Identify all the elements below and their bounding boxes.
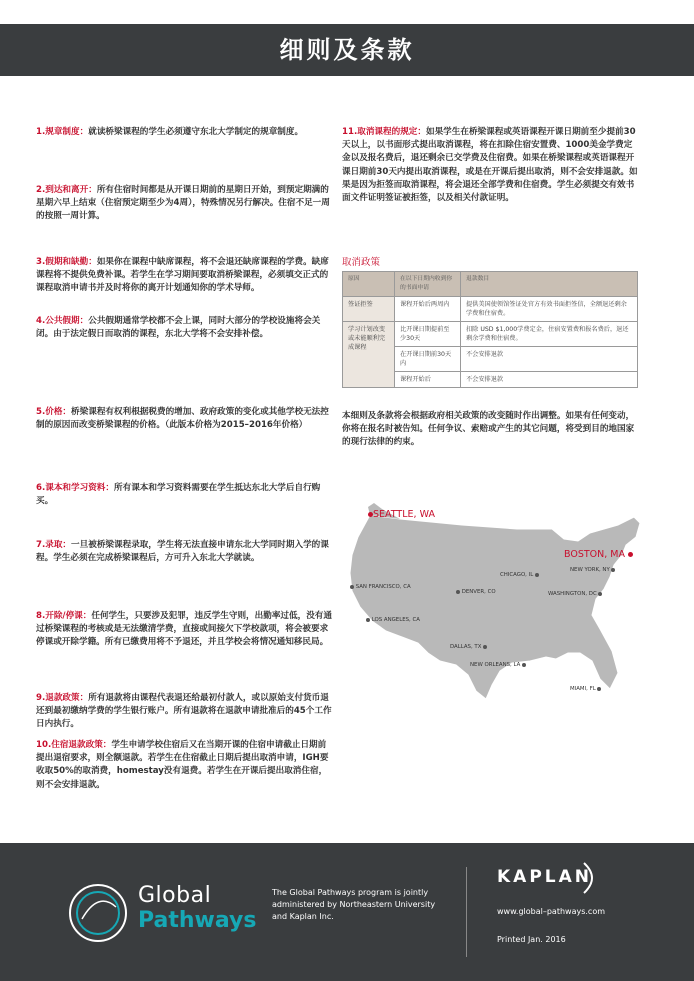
location-dot-icon: [611, 568, 615, 572]
terms-notice: 本细则及条款将会根据政府相关政策的改变随时作出调整。如果有任何变动，你将在报名时被告知。任何争议、索赔或产生的其它问题，将受到目的地国家的现行法律的约束。: [342, 411, 635, 448]
location-dot-icon: [483, 645, 487, 649]
footer-divider: [466, 867, 467, 957]
clause-heading: 9.退款政策：: [36, 693, 89, 703]
clause-heading: 8.开除/停课：: [36, 611, 92, 621]
city-label: NEW YORK, NY: [570, 567, 610, 573]
clause-text: 如果你在课程中缺席课程，将不会退还缺席课程的学费。缺席课程将不提供免费补课。若学生在学习期间要取消桥梁课程，必须填交正式的课程取消申请书并及时将你的离开计划通知你的学术导师。: [36, 257, 329, 294]
clause-5: [36, 406, 332, 432]
map-city-boston: [564, 549, 633, 560]
column-header: 在以下日期内收到你的书面申请: [395, 272, 461, 297]
clause-2: [36, 184, 332, 224]
location-dot-icon: [535, 573, 539, 577]
map-city-miami: [570, 686, 601, 692]
clause-heading: 1.规章制度：: [36, 127, 89, 137]
location-dot-icon: [366, 618, 370, 622]
city-label: MIAMI, FL: [570, 686, 596, 692]
footer: [0, 843, 694, 981]
clause-text: 公共假期通常学校都不会上课，同时大部分的学校设施将会关闭。由于法定假日而取消的课程，东北大学将不会安排补偿。: [36, 316, 321, 340]
location-dot-icon: [628, 552, 633, 557]
clause-heading: 3.假期和缺勤：: [36, 257, 97, 267]
column-header: 原因: [343, 272, 395, 297]
table-row: [343, 322, 638, 347]
city-label: WASHINGTON, DC: [548, 591, 597, 597]
clause-8: [36, 610, 332, 650]
cancellation-policy-table: [342, 271, 638, 388]
printed-date: Printed Jan. 2016: [497, 935, 566, 944]
table-row: [343, 297, 638, 322]
table-cell: 学习计划改变或未能顺利完成课程: [343, 322, 395, 388]
map-city-dallas: [450, 644, 487, 650]
page-title: 细则及条款: [279, 36, 415, 64]
us-map: [342, 503, 642, 723]
city-label: BOSTON, MA: [564, 549, 625, 560]
clause-4: [36, 315, 332, 341]
clause-text: 学生申请学校住宿后又在当期开课的住宿申请截止日期前提出退宿要求，则全额退款。若学生在住宿截止日期后提出取消申请，IGH要收取50%的取消费，homestay没有退费。若学生在开课后提出取消住宿，则不会安排退款。: [36, 740, 329, 790]
location-dot-icon: [598, 592, 602, 596]
location-dot-icon: [597, 687, 601, 691]
clause-6: [36, 482, 332, 508]
clause-9: [36, 692, 332, 732]
kaplan-swoosh-icon: [580, 861, 602, 895]
city-label: LOS ANGELES, CA: [371, 617, 420, 623]
table-cell: 比开课日期提前至少30天: [395, 322, 461, 347]
table-header-row: [343, 272, 638, 297]
clause-heading: 7.录取：: [36, 540, 72, 550]
city-label: DENVER, CO: [461, 589, 496, 595]
location-dot-icon: [522, 663, 526, 667]
table-cell: 签证拒签: [343, 297, 395, 322]
location-dot-icon: [350, 585, 354, 589]
city-label: SAN FRANCISCO, CA: [355, 584, 411, 590]
city-label: SEATTLE, WA: [373, 509, 435, 520]
table-cell: 不会安排退款: [461, 347, 638, 372]
table-cell: 提供美国使领馆签证处官方有效书面拒签信，全额退还剩余学费和住宿费。: [461, 297, 638, 322]
clause-text: 一旦被桥梁课程录取，学生将无法直接申请东北大学同时期入学的课程。学生必须在完成桥梁课程后，方可升入东北大学就读。: [36, 540, 329, 564]
clause-text: 就读桥梁课程的学生必须遵守东北大学制定的规章制度。: [88, 127, 304, 137]
kaplan-logo: KAPLAN: [497, 867, 593, 887]
map-city-seattle: [368, 509, 435, 520]
clause-heading: 4.公共假期：: [36, 316, 89, 326]
map-city-new-orleans: [470, 662, 526, 668]
map-city-new-york: [570, 567, 615, 573]
website-link[interactable]: www.global–pathways.com: [497, 907, 605, 916]
logo-text-pathways: Pathways: [138, 908, 257, 933]
clause-7: [36, 539, 332, 565]
clause-heading: 10.住宿退款政策：: [36, 740, 112, 750]
column-header: 退款数目: [461, 272, 638, 297]
map-city-los-angeles: [366, 617, 420, 623]
clause-3: [36, 256, 332, 296]
map-city-chicago: [500, 572, 539, 578]
location-dot-icon: [456, 590, 460, 594]
clause-heading: 6.课本和学习资料：: [36, 483, 114, 493]
clause-heading: 5.价格：: [36, 407, 72, 417]
table-cell: 在开课日期前30天内: [395, 347, 461, 372]
global-pathways-logo-icon: [66, 881, 130, 945]
city-label: DALLAS, TX: [450, 644, 482, 650]
clause-10: [36, 739, 332, 792]
clause-text: 如果学生在桥梁课程或英语课程开课日期前至少提前30天以上，以书面形式提出取消课程，将在扣除住宿安置费、1000美金学费定金以及报名费后，退还剩余已交学费及住宿费。如果在桥梁课程或英语课程开课日期前30天内提出取消课程，或是在开课后提出取消，则不会安排退款。如果是因为拒签而取消课程，将会退还全部学费和住宿费。学生必须提交有效书面文件证明签证被拒签，以及相关付款证明。: [342, 127, 638, 204]
clause-text: 任何学生，只要涉及犯罪，违反学生守则，出勤率过低，没有通过桥梁课程的考核或是无法缴清学费，直接或间接欠下学校款项，将会被要求停课或开除学籍。所有已缴费用将不予退还，并且学校会将情况通知移民局。: [36, 611, 332, 648]
city-label: NEW ORLEANS, LA: [470, 662, 521, 668]
map-city-denver: [456, 589, 496, 595]
city-label: CHICAGO, IL: [500, 572, 534, 578]
table-cell: 扣除 USD $1,000学费定金，住宿安置费和报名费后，退还剩余学费和住宿费。: [461, 322, 638, 347]
title-banner: [0, 24, 694, 76]
table-cell: 不会安排退款: [461, 372, 638, 388]
clause-heading: 2.到达和离开：: [36, 185, 97, 195]
clause-11: [342, 126, 638, 205]
clause-1: [36, 126, 303, 139]
clause-text: 桥梁课程有权利根据税费的增加、政府政策的变化或其他学校无法控制的原因而改变桥梁课程的价格。（此版本价格为2015–2016年价格）: [36, 407, 329, 431]
table-cell: 课程开始后: [395, 372, 461, 388]
cancellation-policy-title: 取消政策: [342, 257, 381, 268]
clause-text: 所有课本和学习资料需要在学生抵达东北大学后自行购买。: [36, 483, 321, 507]
logo-text-global: Global: [138, 883, 212, 908]
clause-text: 所有住宿时间都是从开课日期前的星期日开始，到预定期满的星期六早上结束（住宿预定期至少为4周），特殊情况另行解决。住宿不足一周的按照一周计算。: [36, 185, 330, 222]
clause-text: 所有退款将由课程代表退还给最初付款人，或以原始支付货币退还到最初缴纳学费的学生银行账户。所有退款将在退款申请批准后的45个工作日内执行。: [36, 693, 332, 730]
map-city-san-francisco: [350, 584, 411, 590]
table-cell: 课程开始后两周内: [395, 297, 461, 322]
clause-heading: 11.取消课程的规定：: [342, 127, 426, 137]
footer-description: The Global Pathways program is jointly administered by Northeastern University and Kaplan Inc.: [272, 888, 436, 921]
map-city-washington: [548, 591, 602, 597]
